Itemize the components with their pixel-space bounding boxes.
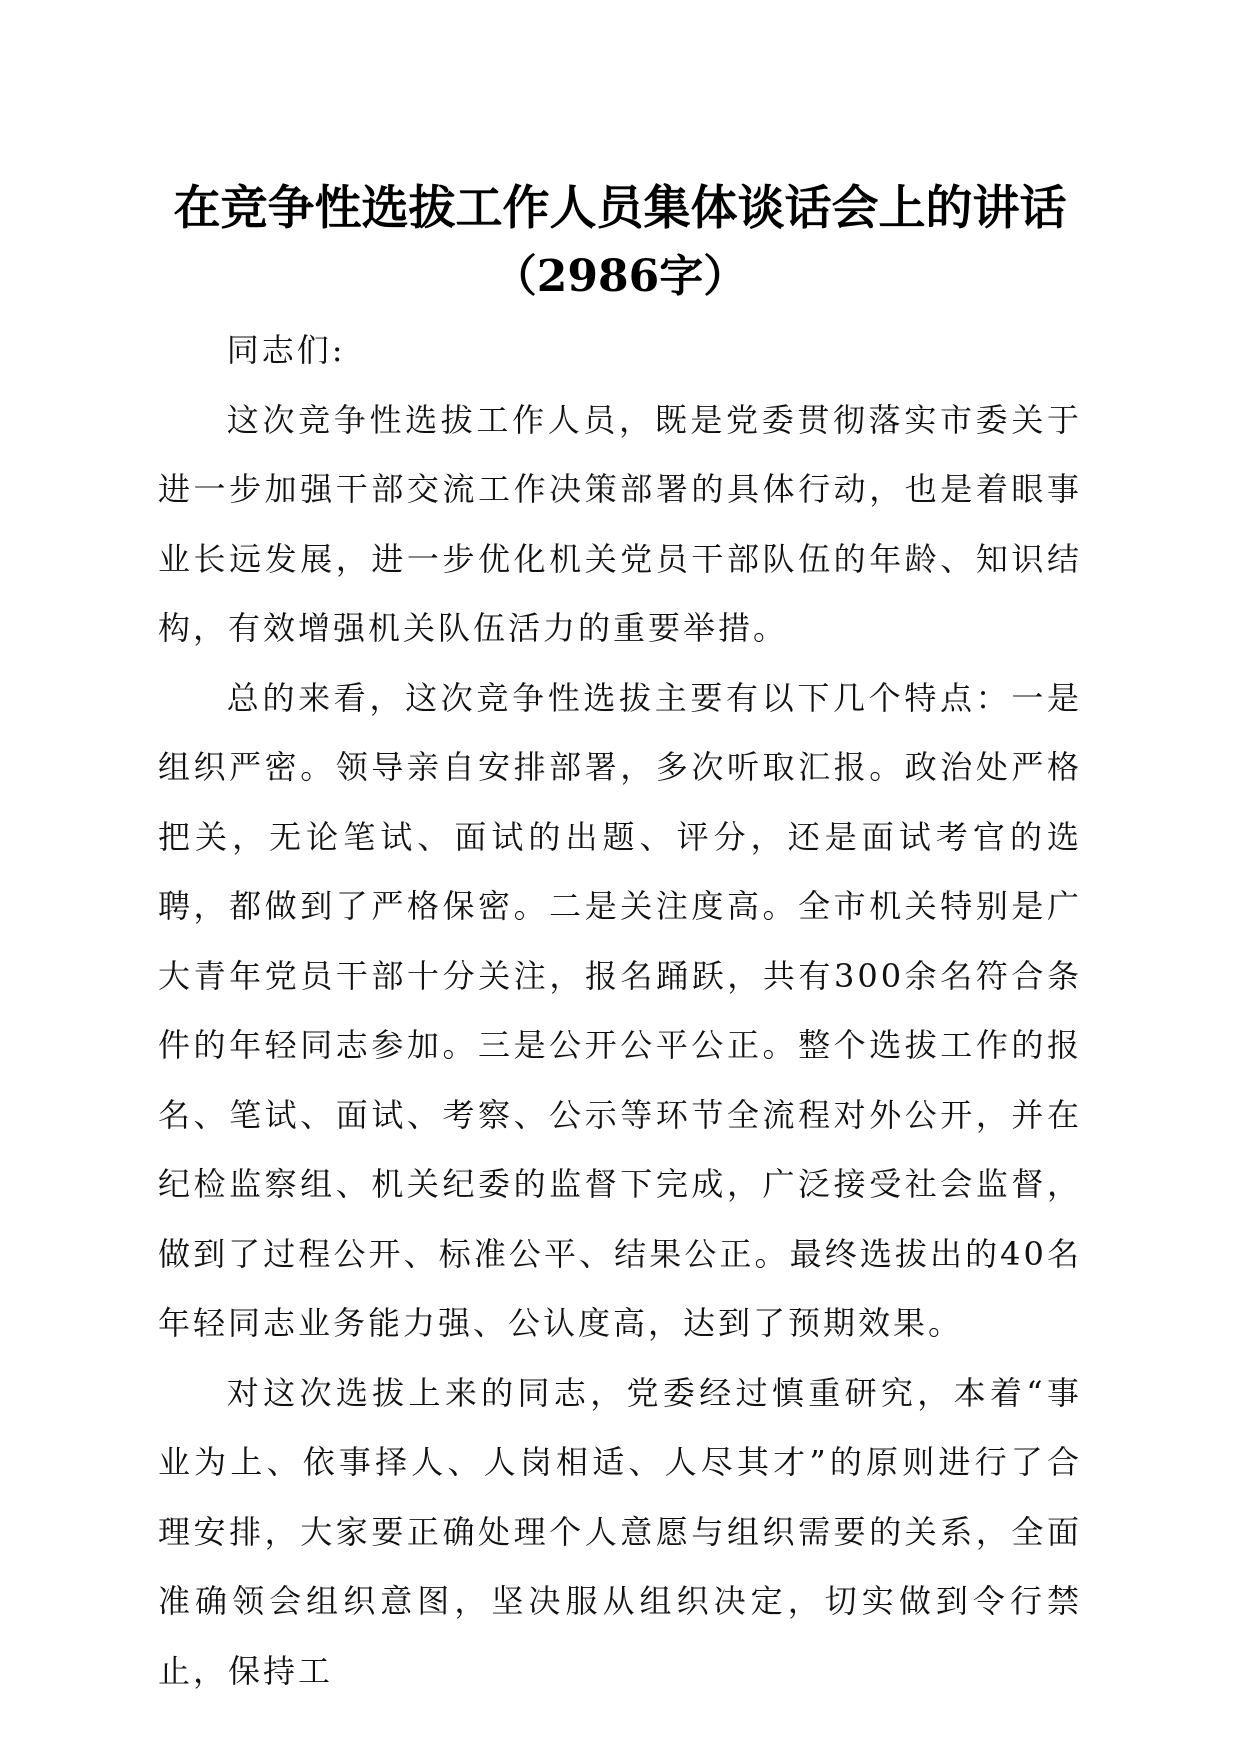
document-title: 在竞争性选拔工作人员集体谈话会上的讲话 xyxy=(173,181,1067,236)
document-body xyxy=(158,316,1082,1706)
paragraph-3: 对这次选拔上来的同志，党委经过慎重研究，本着“事业为上、依事择人、人岗相适、人尽其才”的原则进行了合理安排，大家要正确处理个人意愿与组织需要的关系，全面准确领会组织意图，坚决服从组织决定，切实做到令行禁止，保持工 xyxy=(158,1373,1082,1690)
greeting: 同志们: xyxy=(226,331,346,369)
word-count-subtitle: （2986字） xyxy=(492,251,748,302)
paragraph-2: 总的来看，这次竞争性选拔主要有以下几个特点：一是组织严密。领导亲自安排部署，多次听取汇报。政治处严格把关，无论笔试、面试的出题、评分，还是面试考官的选聘，都做到了严格保密。二是关注度高。全市机关特别是广大青年党员干部十分关注，报名踊跃，共有300余名符合条件的年轻同志参加。三是公开公平公正。整个选拔工作的报名、笔试、面试、考察、公示等环节全流程对外公开，并在纪检监察组、机关纪委的监督下完成，广泛接受社会监督，做到了过程公开、标准公平、结果公正。最终选拔出的40名年轻同志业务能力强、公认度高，达到了预期效果。 xyxy=(158,678,1082,1342)
paragraph-1: 这次竞争性选拔工作人员，既是党委贯彻落实市委关于进一步加强干部交流工作决策部署的具体行动，也是着眼事业长远发展，进一步优化机关党员干部队伍的年龄、知识结构，有效增强机关队伍活力的重要举措。 xyxy=(158,400,1082,647)
